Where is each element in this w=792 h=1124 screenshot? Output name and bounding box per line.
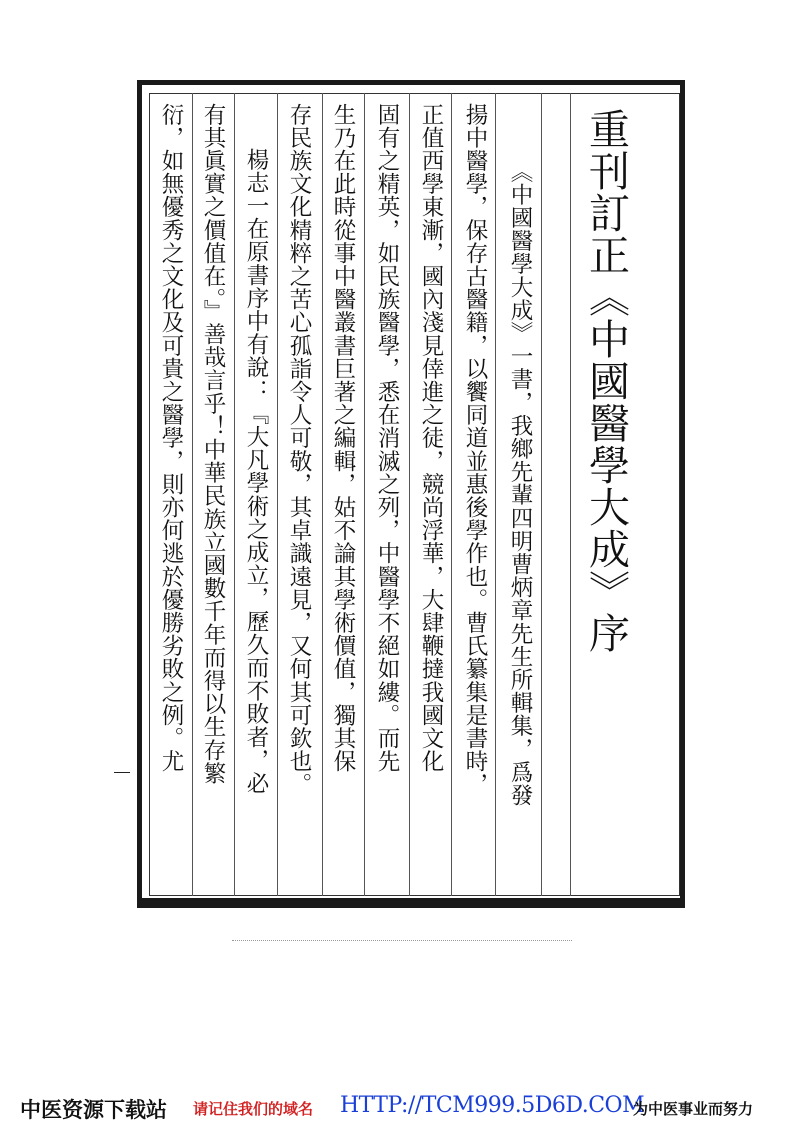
footer-slogan: 为中医事业而努力: [633, 1100, 754, 1118]
text-column: 存民族文化精粹之苦心孤詣令人可敬，其卓識遠見，又何其可欽也。: [286, 103, 312, 796]
text-column: 有其眞實之價值在。』善哉言乎！中華民族立國數千年而得以生存繁: [200, 103, 226, 785]
text-column: 揚中醫學，保存古醫籍，以饗同道並惠後學作也。曹氏纂集是書時，: [462, 103, 488, 796]
column-rule: [277, 93, 278, 896]
footer-reminder: 请记住我们的域名: [193, 1100, 314, 1118]
scan-noise: [232, 940, 572, 941]
footer-url-link[interactable]: HTTP://TCM999.5D6D.COM: [340, 1093, 645, 1118]
column-rule: [409, 93, 410, 896]
column-rule: [322, 93, 323, 896]
column-rule: [495, 93, 496, 896]
column-rule: [541, 93, 542, 896]
column-rule: [570, 93, 571, 896]
footer-site-name: 中医资源下载站: [20, 1098, 167, 1122]
margin-mark: [114, 772, 130, 773]
page-title: 重刊訂正《中國醫學大成》序: [582, 108, 630, 654]
text-column: 《中國醫學大成》一書，我鄉先輩四明曹炳章先生所輯集，爲發: [507, 160, 533, 807]
text-column: 固有之精英，如民族醫學，悉在消滅之列，中醫學不絕如縷。而先: [374, 103, 400, 773]
column-rule: [192, 93, 193, 896]
text-column: 生乃在此時從事中醫叢書巨著之編輯，姑不論其學術價值，獨其保: [330, 103, 356, 773]
column-rule: [234, 93, 235, 896]
footer-banner: [0, 1094, 792, 1122]
text-column: 衍，如無優秀之文化及可貴之醫學，則亦何逃於優勝劣敗之例。尤: [158, 103, 184, 773]
column-rule: [364, 93, 365, 896]
text-column: 正值西學東漸，國內淺見倖進之徒，競尚浮華，大肆鞭撻我國文化: [418, 103, 444, 773]
column-rule: [451, 93, 452, 896]
text-column: 楊志一在原書序中有說：『大凡學術之成立，歷久而不敗者，必: [243, 148, 269, 795]
